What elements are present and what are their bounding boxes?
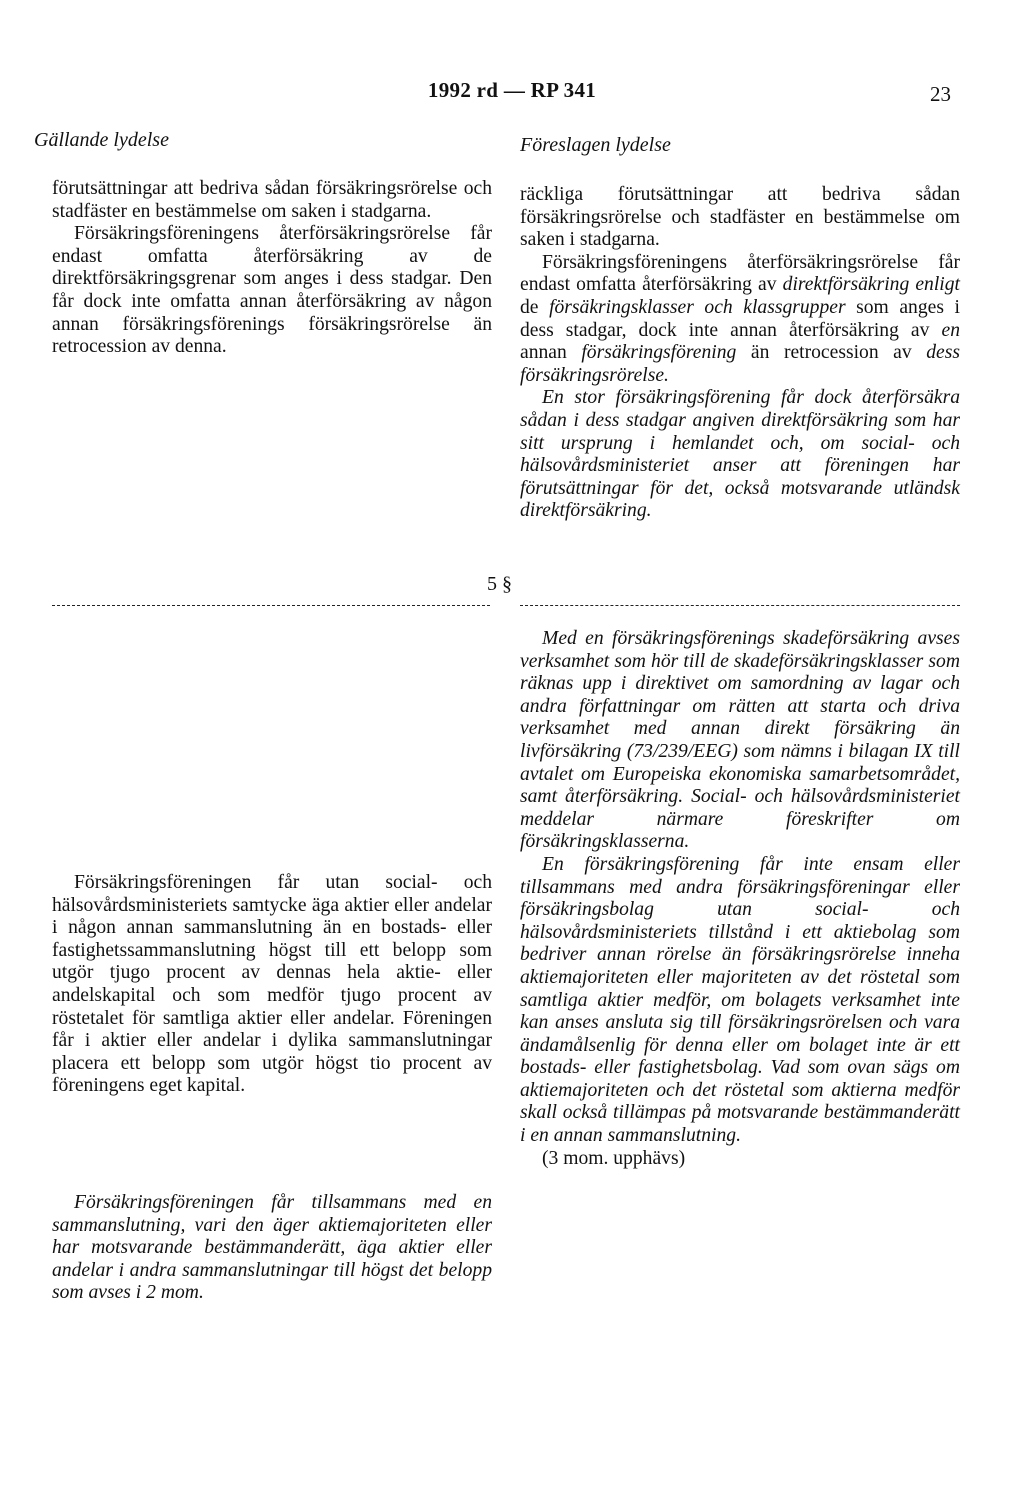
section-marker: 5 § bbox=[487, 573, 512, 595]
right-p2-text-e: som anges i dess stadgar, dock inte annan återförsäkring av bbox=[520, 296, 960, 341]
right-dashed-separator bbox=[520, 605, 960, 606]
left-paragraph-2: Försäkringsföreningens återförsäkringsrörelse får endast omfatta återförsäkring av de direktförsäkringsgrenar som anges i dess stadgar. Den får dock inte omfatta annan återförsäkring av någon annan försäkringsförenings försäkringsrörelse än retrocession av denna. bbox=[52, 223, 492, 358]
right-p2-italic-h: försäkringsförening bbox=[581, 342, 737, 364]
right-p2-text-c: de bbox=[520, 296, 550, 318]
left-block-bottom bbox=[52, 1192, 492, 1305]
left-block-middle bbox=[52, 872, 492, 1098]
left-paragraph-3: Försäkringsföreningen får utan social- och hälsovårdsministeriets samtycke äga aktier eller andelar i någon annan sammanslutning än en bostads- eller fastighetssammanslutning högst till ett belopp som utgör tjugo procent av dennas hela aktie- eller andelskapital och som medför tjugo procent av röstetalet för samtliga aktier eller andelar. Föreningen får i aktier eller andelar i dylika sammanslutningar placera ett belopp som utgör högst tio procent av föreningens eget kapital. bbox=[52, 872, 492, 1097]
right-p2-text-i: än retrocession av bbox=[736, 342, 927, 364]
right-p2-text-a: Försäkringsföreningens återförsäkringsrörelse får endast omfatta återförsäkring av bbox=[520, 251, 960, 296]
left-column-heading: Gällande lydelse bbox=[34, 129, 169, 151]
right-p2-italic-b: direktförsäkring enligt bbox=[782, 274, 960, 296]
right-p2-text-g: annan bbox=[520, 342, 582, 364]
right-column-heading: Föreslagen lydelse bbox=[520, 134, 671, 156]
right-p2-italic-j: dess försäkringsrörelse. bbox=[520, 342, 960, 386]
right-p2-italic-d: försäkringsklasser och klassgrupper bbox=[549, 296, 846, 318]
left-paragraph-4: Försäkringsföreningen får tillsammans med en sammanslutning, vari den äger aktiemajoriteten eller har motsvarande bestämmanderätt, äga aktier eller andelar i andra sammanslutningar till högst det belopp som avses i 2 mom. bbox=[52, 1192, 492, 1304]
left-dashed-separator bbox=[52, 605, 490, 606]
right-paragraph-2 bbox=[520, 252, 960, 388]
page-number: 23 bbox=[930, 82, 951, 106]
right-paragraph-5: En försäkringsförening får inte ensam eller tillsammans med andra försäkringsföreningar eller försäkringsbolag utan social- och hälsovårdsministeriets tillstånd i ett aktiebolag som bedriver annan rörelse än försäkringsrörelse inneha aktiemajoriteten eller majoriteten av det röstetal som samtliga aktier medför, om bolagets verksamhet inte kan anses ansluta sig till försäkringsrörelsen och vara ändamålsenlig för denna eller om bolaget inte är ett bostads- eller fastighetsbolag. Vad som ovan sägs om aktiemajoriteten och det röstetal som aktierna medför skall också tillämpas på motsvarande bestämmanderätt i en annan sammanslutning. bbox=[520, 853, 960, 1147]
right-block-bottom bbox=[520, 628, 960, 1170]
left-paragraph-1: förutsättningar att bedriva sådan försäkringsrörelse och stadfäster en bestämmelse om saken i stadgarna. bbox=[52, 178, 492, 222]
right-paragraph-6: (3 mom. upphävs) bbox=[542, 1147, 686, 1169]
left-block-top bbox=[52, 178, 492, 359]
right-p2-italic-f: en bbox=[941, 319, 960, 341]
right-paragraph-3: En stor försäkringsförening får dock återförsäkra sådan i dess stadgar angiven direktförsäkring som har sitt ursprung i hemlandet och, om social- och hälsovårdsministeriet anser att föreningen har förutsättningar för det, också motsvarande utländsk direktförsäkring. bbox=[520, 387, 960, 522]
right-block-top bbox=[520, 184, 960, 523]
right-paragraph-1: räckliga förutsättningar att bedriva sådan försäkringsrörelse och stadfäster en bestämmelse om saken i stadgarna. bbox=[520, 184, 960, 251]
right-paragraph-4: Med en försäkringsförenings skadeförsäkring avses verksamhet som hör till de skadeförsäkringsklasser som räknas upp i direktivet om samordning av lagar och andra författningar om rätten att starta och driva verksamhet med annan direkt försäkring än livförsäkring (73/239/EEG) som nämns i bilagan IX till avtalet om Europeiska ekonomiska samarbetsområdet, samt återförsäkring. Social- och hälsovårdsministeriet meddelar närmare föreskrifter om försäkringsklasserna. bbox=[520, 628, 960, 853]
page-header-title: 1992 rd — RP 341 bbox=[427, 78, 597, 102]
